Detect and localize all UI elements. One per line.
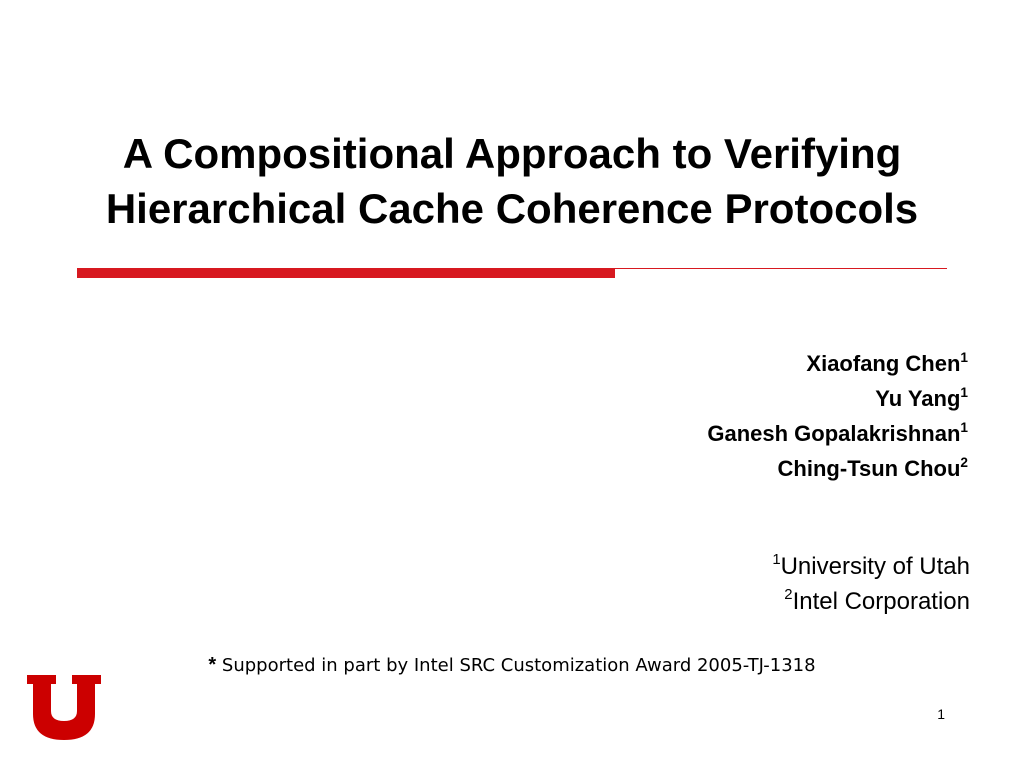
- title-underline-thin: [615, 268, 947, 269]
- title-line-2: Hierarchical Cache Coherence Protocols: [105, 185, 919, 232]
- affiliation-list: [470, 549, 970, 619]
- page-number: 1: [937, 706, 945, 722]
- author-item: Xiaofang Chen$^1$: [806, 350, 968, 376]
- affiliation-item: $^1$University of Utah: [772, 552, 970, 580]
- university-of-utah-u-logo-icon: [26, 674, 102, 743]
- author-list: [468, 346, 968, 486]
- author-item: Ching-Tsun Chou$^2$: [777, 455, 968, 481]
- title-line-1: A Compositional Approach to Verifying: [122, 130, 902, 177]
- title-underline-thick: [77, 268, 615, 278]
- slide-title: [20, 126, 1004, 236]
- funding-footnote: [0, 653, 1024, 678]
- author-item: Ganesh Gopalakrishnan$^1$: [707, 420, 968, 446]
- affiliation-item: $^2$Intel Corporation: [784, 587, 970, 615]
- footnote-asterisk: *: [208, 654, 217, 676]
- footnote-text: Supported in part by Intel SRC Customization Award 2005-TJ-1318: [216, 655, 816, 676]
- author-item: Yu Yang$^1$: [875, 385, 968, 411]
